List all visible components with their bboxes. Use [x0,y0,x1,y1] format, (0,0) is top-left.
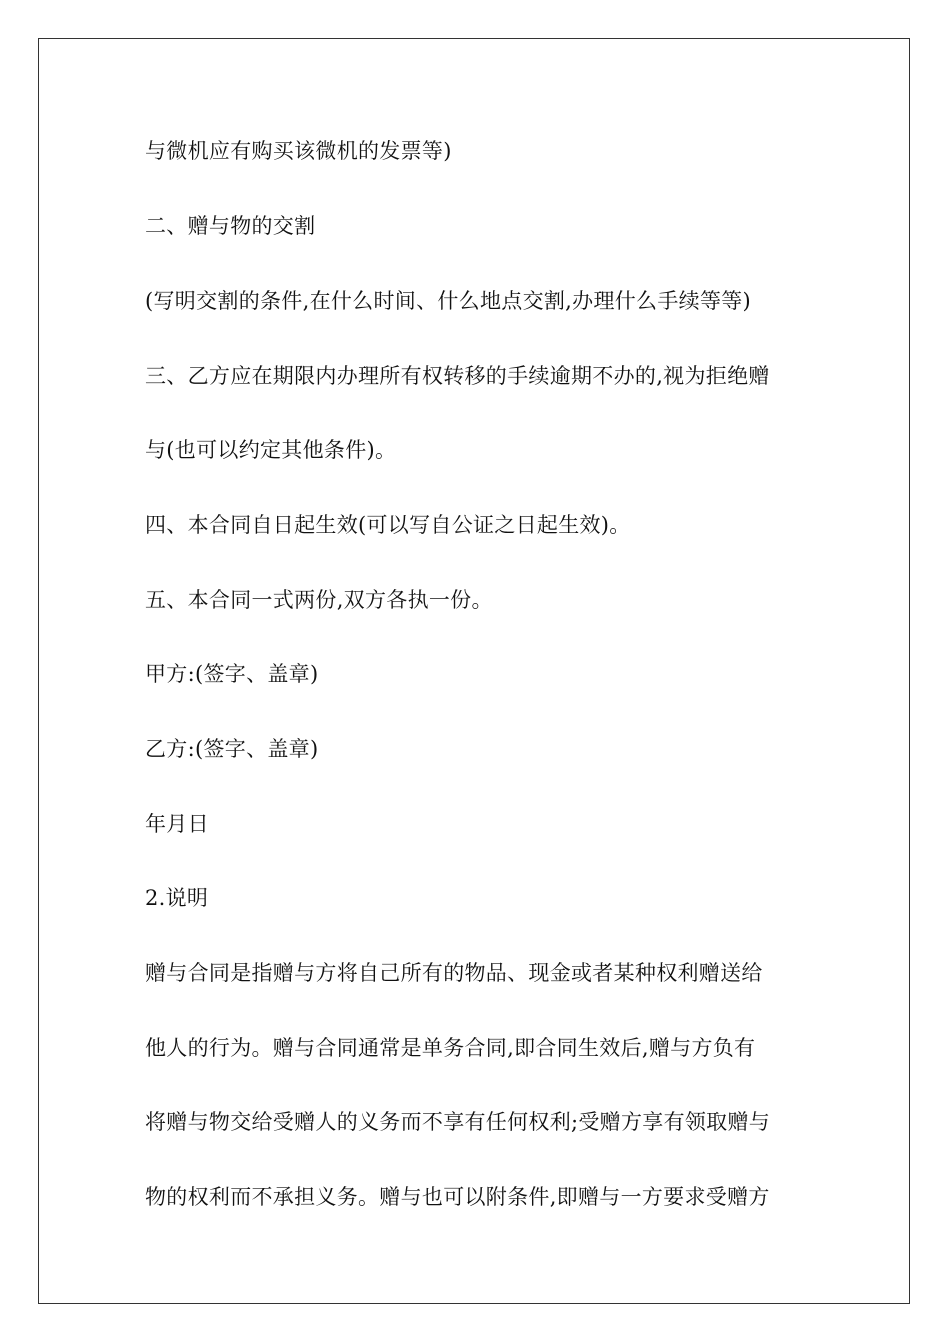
section-heading-5: 五、本合同一式两份,双方各执一份。 [145,588,493,612]
paragraph-line-4: 物的权利而不承担义务。赠与也可以附条件,即赠与一方要求受赠方 [145,1185,770,1209]
party-b-signature: 乙方:(签字、盖章) [145,737,319,761]
paragraph-line-1: 赠与合同是指赠与方将自己所有的物品、现金或者某种权利赠送给 [145,961,763,985]
party-a-signature: 甲方:(签字、盖章) [145,662,319,686]
paragraph-line-3: 将赠与物交给受赠人的义务而不享有任何权利;受赠方享有领取赠与 [145,1110,771,1134]
text-line-3: (写明交割的条件,在什么时间、什么地点交割,办理什么手续等等) [145,289,752,313]
section-heading-3: 三、乙方应在期限内办理所有权转移的手续逾期不办的,视为拒绝赠 [145,364,770,388]
section-heading-2: 二、赠与物的交割 [145,214,316,238]
text-line-5: 与(也可以约定其他条件)。 [145,438,397,462]
paragraph-line-2: 他人的行为。赠与合同通常是单务合同,即合同生效后,赠与方负有 [145,1036,756,1060]
text-line-1: 与微机应有购买该微机的发票等) [145,139,452,163]
date-line: 年月日 [145,812,209,836]
explanation-heading: 2.说明 [145,886,209,910]
section-heading-4: 四、本合同自日起生效(可以写自公证之日起生效)。 [145,513,631,537]
